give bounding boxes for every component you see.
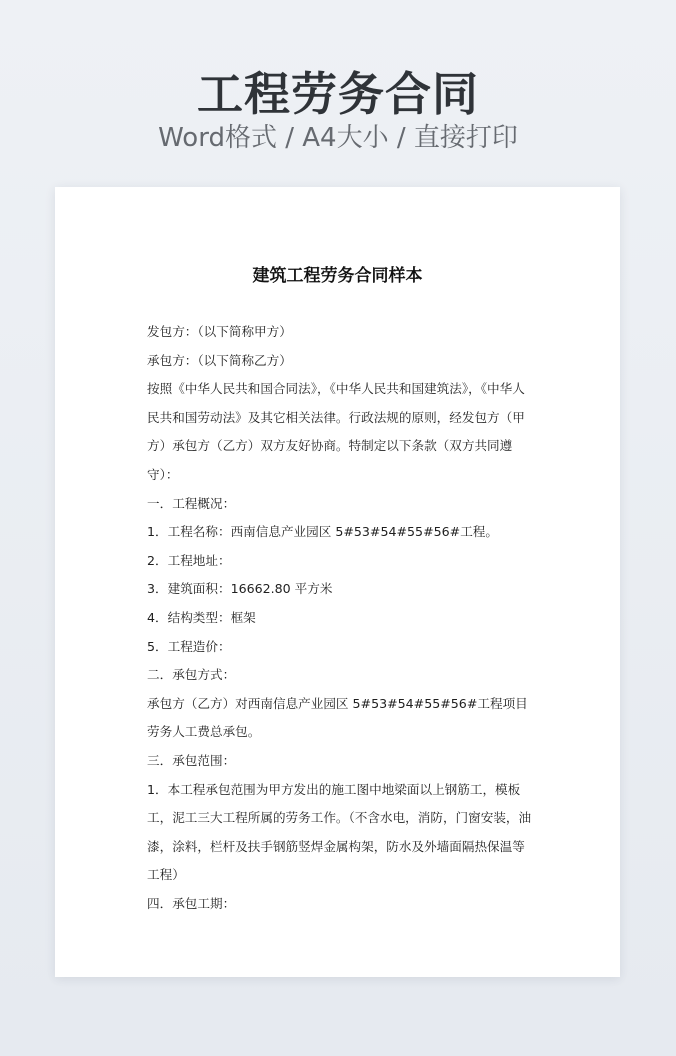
section-heading-contract-period: 四．承包工期： (147, 895, 236, 911)
section-heading-project-overview: 一．工程概况： (147, 495, 236, 511)
project-cost-line: 5．工程造价： (147, 638, 231, 654)
project-name-line: 1．工程名称：西南信息产业园区 5#53#54#55#56#工程。 (147, 524, 498, 540)
structure-type-line: 4．结构类型：框架 (147, 609, 256, 625)
building-area-line: 3．建筑面积：16662.80 平方米 (147, 581, 333, 597)
document-title: 建筑工程劳务合同样本 (252, 266, 423, 286)
contract-scope-paragraph: 1．本工程承包范围为甲方发出的施工图中地梁面以上钢筋工，模板工，泥工三大工程所属的劳务工作。（不含水电，消防，门窗安装，油漆，涂料，栏杆及扶手钢筋竖焊金属构架，防水及外墙面隔热保温等工程） (147, 781, 532, 883)
party-a-line: 发包方：（以下简称甲方） (147, 324, 292, 339)
party-b-line: 承包方：（以下简称乙方） (147, 352, 292, 368)
document-page (55, 187, 620, 977)
legal-basis-paragraph: 按照《中华人民共和国合同法》，《中华人民共和国建筑法》，《中华人民共和国劳动法》及其它相关法律。行政法规的原则，经发包方（甲方）承包方（乙方）双方友好协商。特制定以下条款（双方共同遵守）： (147, 381, 525, 482)
document-body (147, 318, 535, 918)
section-heading-contract-method: 二．承包方式： (147, 667, 236, 683)
hero-title: 工程劳务合同 (197, 67, 479, 121)
hero-header (0, 0, 676, 190)
hero-subtitle: Word格式 / A4大小 / 直接打印 (158, 123, 518, 153)
project-address-line: 2．工程地址： (147, 552, 231, 568)
contract-method-paragraph: 承包方（乙方）对西南信息产业园区 5#53#54#55#56#工程项目劳务人工费总承包。 (147, 695, 528, 740)
section-heading-contract-scope: 三．承包范围： (147, 752, 236, 768)
